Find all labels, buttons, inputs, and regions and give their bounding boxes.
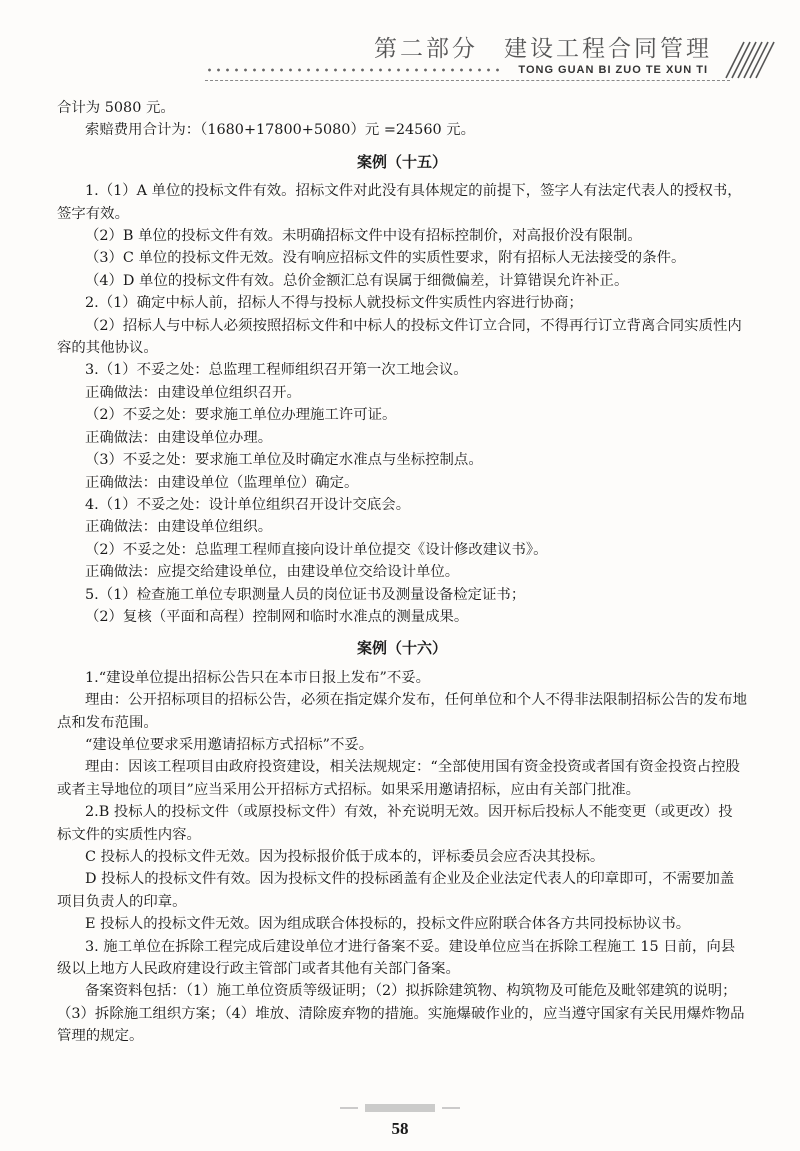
paragraph: 合计为 5080 元。 [57,100,175,116]
paragraph: （2）复核（平面和高程）控制网和临时水准点的测量成果。 [85,608,469,625]
paragraph: 3.（1）不妥之处：总监理工程师组织召开第一次工地会议。 [85,362,468,379]
paragraph: （4）D 单位的投标文件有效。总价金额汇总有误属于细微偏差，计算错误允许补正。 [85,272,629,289]
paragraph: 索赔费用合计为：（1680+17800+5080）元 =24560 元。 [85,122,476,139]
header-dot-line [205,66,505,74]
footer-decoration [340,1103,460,1113]
paragraph: 正确做法：由建设单位组织。 [85,519,273,536]
paragraph: 备案资料包括：（1）施工单位资质等级证明；（2）拟拆除建筑物、构筑物及可能危及毗邻建筑的说明；（3）拆除施工组织方案；（4）堆放、清除废弃物的措施。实施爆破作业的，应当遵守国家有关民用爆炸物品管理的规定。 [57,983,745,1045]
paragraph: （2）B 单位的投标文件有效。未明确招标文件中设有招标控制价，对高报价没有限制。 [85,228,642,245]
header-rule [205,80,730,81]
paragraph: D 投标人的投标文件有效。因为投标文件的投标函盖有企业及企业法定代表人的印章即可，不需要加盖项目负责人的印章。 [57,871,735,910]
page-header [0,0,800,92]
page-number: 58 [391,1119,409,1138]
paragraph: （2）不妥之处：总监理工程师直接向设计单位提交《设计修改建议书》。 [85,541,548,558]
page-body [57,97,747,1048]
paragraph: E 投标人的投标文件无效。因为组成联合体投标的，投标文件应附联合体各方共同投标协议书。 [85,916,691,933]
paragraph: 理由：因该工程项目由政府投资建设，相关法规规定：“全部使用国有资金投资或者国有资金投资占控股或者主导地位的项目”应当采用公开招标方式招标。如果采用邀请招标，应由有关部门批准。 [57,759,740,798]
paragraph: 正确做法：由建设单位组织召开。 [85,384,301,401]
paragraph: （2）招标人与中标人必须按照招标文件和中标人的投标文件订立合同，不得再行订立背离合同实质性内容的其他协议。 [57,317,742,357]
paragraph: 正确做法：应提交给建设单位，由建设单位交给设计单位。 [85,564,460,581]
header-slash-decoration [722,40,782,80]
paragraph: 3. 施工单位在拆除工程完成后建设单位才进行备案不妥。建设单位应当在拆除工程施工 15 日前，向县级以上地方人民政府建设行政主管部门或者其他有关部门备案。 [57,938,736,978]
paragraph: （3）C 单位的投标文件无效。没有响应招标文件的实质性要求，附有招标人无法接受的条件。 [85,250,686,267]
header-subtitle: TONG GUAN BI ZUO TE XUN TI [518,64,708,76]
paragraph: 正确做法：由建设单位（监理单位）确定。 [85,474,359,491]
paragraph: “建设单位要求采用邀请招标方式招标”不妥。 [85,736,374,753]
paragraph: 正确做法：由建设单位办理。 [85,429,273,446]
header-title: 第二部分 建设工程合同管理 [374,36,712,62]
paragraph: （3）不妥之处：要求施工单位及时确定水准点与坐标控制点。 [85,452,483,469]
paragraph: C 投标人的投标文件无效。因为投标报价低于成本的，评标委员会应否决其投标。 [85,849,605,865]
section-heading: 案例（十六） [356,639,447,658]
paragraph: （2）不妥之处：要求施工单位办理施工许可证。 [85,407,397,424]
paragraph: 2.（1）确定中标人前，招标人不得与投标人就投标文件实质性内容进行协商； [85,295,583,312]
paragraph: 4.（1）不妥之处：设计单位组织召开设计交底会。 [85,496,411,513]
paragraph: 5.（1）检查施工单位专职测量人员的岗位证书及测量设备检定证书； [85,586,526,603]
paragraph: 2.B 投标人的投标文件（或原投标文件）有效，补充说明无效。因开标后投标人不能变更（或更改）投标文件的实质性内容。 [57,804,733,843]
paragraph: 1.“建设单位提出招标公告只在本市日报上发布”不妥。 [85,669,431,686]
paragraph: 理由：公开招标项目的招标公告，必须在指定媒介发布，任何单位和个人不得非法限制招标公告的发布地点和发布范围。 [57,692,747,731]
paragraph: 1.（1）A 单位的投标文件有效。招标文件对此没有具体规定的前提下，签字人有法定代表人的授权书，签字有效。 [57,183,742,222]
section-heading: 案例（十五） [356,152,447,171]
